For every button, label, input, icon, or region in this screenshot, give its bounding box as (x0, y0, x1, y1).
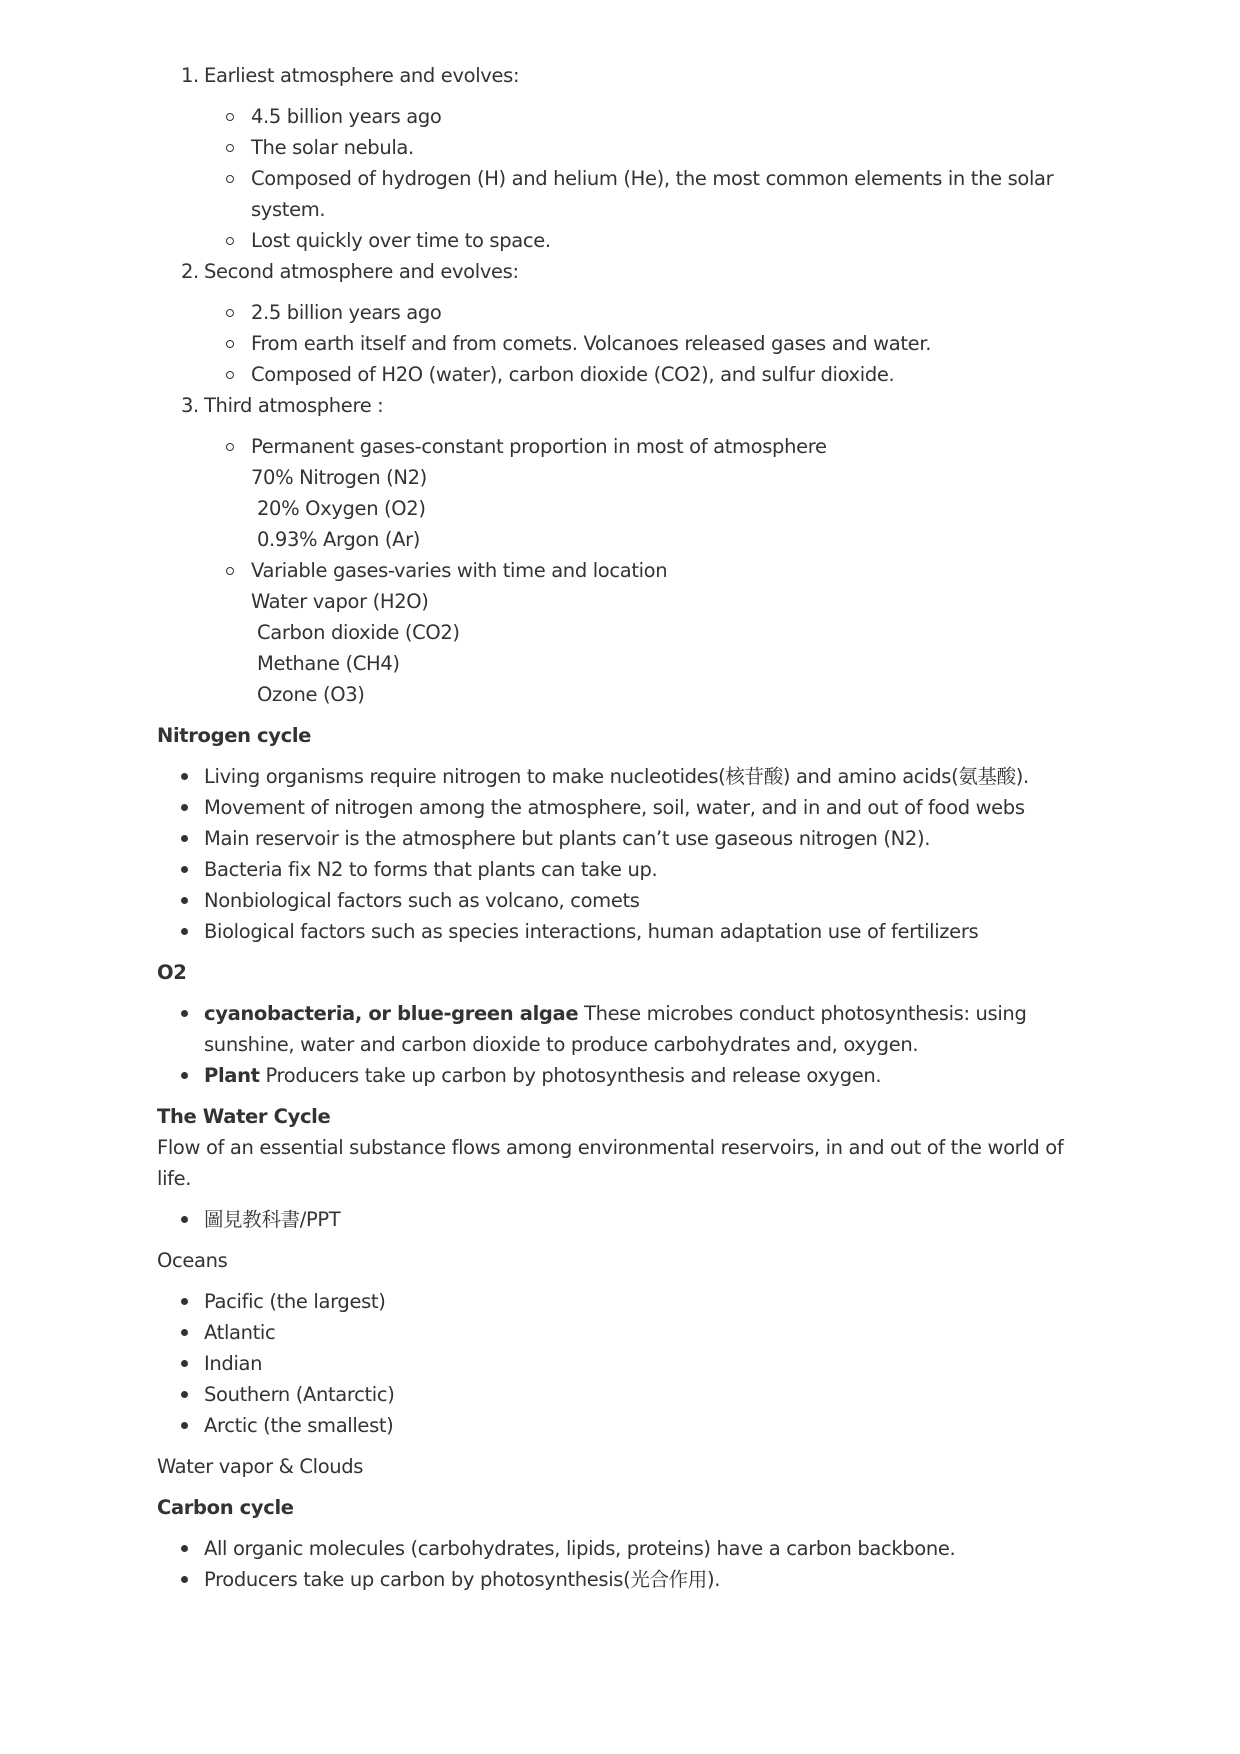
list-item: 圖見教科書/PPT (204, 1204, 1077, 1235)
list-item: Main reservoir is the atmosphere but plants can’t use gaseous nitrogen (N2). (204, 823, 1077, 854)
list-item-text: Permanent gases-constant proportion in most of atmosphere (251, 435, 827, 458)
list-item-text: Producers take up carbon by photosynthesis and release oxygen. (259, 1064, 882, 1087)
list-item: Biological factors such as species interactions, human adaptation use of fertilizers (204, 916, 1077, 947)
list-item: Lost quickly over time to space. (251, 225, 1077, 256)
list-item: All organic molecules (carbohydrates, lipids, proteins) have a carbon backbone. (204, 1533, 1077, 1564)
list-number: 1. (181, 64, 199, 87)
bold-term: Plant (204, 1064, 260, 1087)
atmosphere-title: Earliest atmosphere and evolves: (204, 64, 520, 87)
atmosphere-list (157, 60, 1077, 710)
water-cycle-heading: The Water Cycle (157, 1105, 331, 1128)
sub-list (204, 431, 1077, 710)
gas-line: 70% Nitrogen (N2) (251, 466, 427, 489)
list-item: Composed of hydrogen (H) and helium (He), the most common elements in the solar system. (251, 163, 1077, 225)
list-item: Producers take up carbon by photosynthesis(光合作用). (204, 1564, 1077, 1595)
list-item (204, 998, 1077, 1060)
gas-line: 20% Oxygen (O2) (257, 497, 426, 520)
oceans-list (157, 1286, 1077, 1441)
nitrogen-list (157, 761, 1077, 947)
list-item: The solar nebula. (251, 132, 1077, 163)
atmosphere-title: Third atmosphere : (204, 394, 384, 417)
gas-line: Ozone (O3) (257, 683, 365, 706)
water-cycle-description: Flow of an essential substance flows among environmental reservoirs, in and out of the world of life. (157, 1136, 1064, 1190)
gas-line: Methane (CH4) (257, 652, 400, 675)
list-item: Southern (Antarctic) (204, 1379, 1077, 1410)
list-item: Living organisms require nitrogen to make nucleotides(核苷酸) and amino acids(氨基酸). (204, 761, 1077, 792)
list-item: Arctic (the smallest) (204, 1410, 1077, 1441)
o2-list (157, 998, 1077, 1091)
list-item-variable-gases (251, 555, 1077, 710)
list-item-text: These microbes conduct photosynthesis: using sunshine, water and carbon dioxide to produce carbohydrates and, oxygen. (204, 1002, 1027, 1056)
oceans-label: Oceans (157, 1249, 228, 1272)
nitrogen-heading: Nitrogen cycle (157, 724, 312, 747)
list-item (204, 1060, 1077, 1091)
list-item: From earth itself and from comets. Volcanoes released gases and water. (251, 328, 1077, 359)
o2-heading: O2 (157, 961, 187, 984)
list-item-permanent-gases (251, 431, 1077, 555)
water-cycle-list (157, 1204, 1077, 1235)
document-page (157, 60, 1077, 1595)
gas-line: 0.93% Argon (Ar) (257, 528, 420, 551)
atmosphere-item-3 (181, 390, 1077, 710)
list-item: Movement of nitrogen among the atmosphere, soil, water, and in and out of food webs (204, 792, 1077, 823)
carbon-heading: Carbon cycle (157, 1496, 294, 1519)
list-item: Bacteria fix N2 to forms that plants can take up. (204, 854, 1077, 885)
list-item: Pacific (the largest) (204, 1286, 1077, 1317)
water-vapor-label: Water vapor & Clouds (157, 1455, 364, 1478)
gas-line: Water vapor (H2O) (251, 590, 429, 613)
bold-term: cyanobacteria, or blue-green algae (204, 1002, 579, 1025)
atmosphere-item-1 (181, 60, 1077, 256)
gas-line: Carbon dioxide (CO2) (257, 621, 460, 644)
list-number: 3. (181, 394, 199, 417)
sub-list (204, 297, 1077, 390)
list-item-text: Variable gases-varies with time and location (251, 559, 668, 582)
carbon-list (157, 1533, 1077, 1595)
list-item: 4.5 billion years ago (251, 101, 1077, 132)
list-item: Nonbiological factors such as volcano, comets (204, 885, 1077, 916)
list-item: 2.5 billion years ago (251, 297, 1077, 328)
list-item: Indian (204, 1348, 1077, 1379)
list-item: Atlantic (204, 1317, 1077, 1348)
sub-list (204, 101, 1077, 256)
list-number: 2. (181, 260, 199, 283)
list-item: Composed of H2O (water), carbon dioxide (CO2), and sulfur dioxide. (251, 359, 1077, 390)
atmosphere-title: Second atmosphere and evolves: (204, 260, 519, 283)
atmosphere-item-2 (181, 256, 1077, 390)
